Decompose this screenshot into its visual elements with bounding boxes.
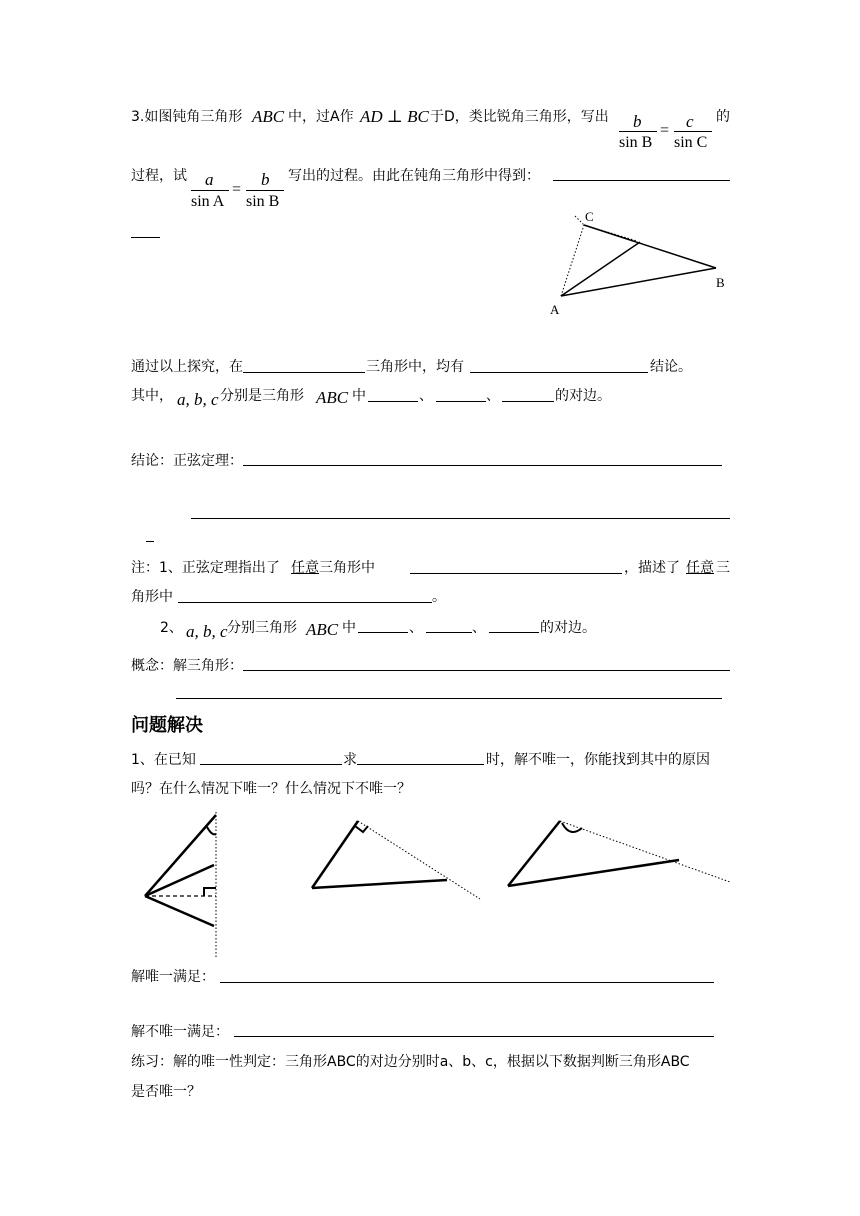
abc-variables-math: a, b, c xyxy=(177,390,219,409)
note1-underlined-any: 任意 xyxy=(686,560,714,576)
note1-underlined-any: 任意 xyxy=(291,560,319,576)
exercise-line2: 是否唯一？ xyxy=(131,1084,201,1100)
problem3-text-end: 的 xyxy=(716,109,730,125)
note1-text-4: 三 xyxy=(716,560,730,576)
note1-text-6: 。 xyxy=(432,589,446,605)
section-heading: 问题解决 xyxy=(131,715,203,736)
frac-sinb-den: sin B xyxy=(246,193,280,210)
para4-text-1: 其中， xyxy=(131,388,173,404)
problem1-text-3: 时，解不唯一，你能找到其中的原因 xyxy=(486,752,710,768)
note2-text-2: 中 xyxy=(342,620,356,636)
conclusion-label: 结论：正弦定理： xyxy=(131,453,243,469)
triangle-abc-math: ABC xyxy=(252,107,285,126)
para3-text-2: 三角形中，均有 xyxy=(366,359,464,375)
separator: 、 xyxy=(409,620,423,636)
problem1-text-1: 1、在已知 xyxy=(131,752,196,768)
problem3-prefix: 3.如图钝角三角形 xyxy=(131,109,243,125)
para2-rest: 写出的过程。由此在钝角三角形中得到： xyxy=(288,168,540,184)
concept-label: 概念：解三角形： xyxy=(131,658,243,674)
triangle-abc-math: ABC xyxy=(306,620,339,639)
note1-text-5: 角形中 xyxy=(131,589,173,605)
para3-text-1: 通过以上探究，在 xyxy=(131,359,243,375)
unique-label: 解唯一满足： xyxy=(131,969,215,985)
equals-sign: = xyxy=(660,122,670,139)
frac-sina-den: sin A xyxy=(191,193,225,210)
frac-a-num: a xyxy=(205,170,214,189)
blank-line xyxy=(220,982,714,983)
frac-c-num: c xyxy=(686,112,694,131)
note2-number: 2、 xyxy=(160,620,183,636)
frac-sinb-den: sin B xyxy=(619,134,653,151)
note1-text-3: ，描述了 xyxy=(624,560,680,576)
vertex-b-label: B xyxy=(716,275,725,290)
equals-sign: = xyxy=(232,181,242,198)
abc-variables-math: a, b, c xyxy=(186,622,228,641)
nonunique-label: 解不唯一满足： xyxy=(131,1024,229,1040)
note1-text-2: 三角形中 xyxy=(319,560,375,576)
problem3-text-1: 中，过A作 xyxy=(288,109,354,125)
separator: 、 xyxy=(486,388,500,404)
para4-text-4: 的对边。 xyxy=(555,388,611,404)
note2-text-1: 分别三角形 xyxy=(227,620,297,636)
para4-text-2: 分别是三角形 xyxy=(220,388,304,404)
para3-text-3: 结论。 xyxy=(650,359,692,375)
frac-b-num: b xyxy=(261,170,270,189)
exercise-line1: 练习：解的唯一性判定：三角形ABC的对边分别时a、b、c，根据以下数据判断三角形ABC xyxy=(131,1054,690,1070)
vertex-a-label: A xyxy=(550,302,560,317)
problem1-line2: 吗？在什么情况下唯一？什么情况下不唯一？ xyxy=(131,781,411,797)
separator: 、 xyxy=(472,620,486,636)
para4-text-3: 中 xyxy=(352,388,366,404)
ad-perp-bc-math: AD ⊥ BC xyxy=(360,107,429,126)
blank-line xyxy=(234,1036,714,1037)
problem1-text-2: 求 xyxy=(343,752,357,768)
triangle-abc-math: ABC xyxy=(316,388,349,407)
note2-text-3: 的对边。 xyxy=(540,620,596,636)
problem3-text-2: 于D，类比锐角三角形，写出 xyxy=(430,109,609,125)
para2-start: 过程，试 xyxy=(131,168,187,184)
vertex-c-label: C xyxy=(585,209,594,224)
frac-sinc-den: sin C xyxy=(674,134,708,151)
note1-text-1: 注：1、正弦定理指出了 xyxy=(131,560,280,576)
frac-b-num: b xyxy=(633,112,642,131)
separator: 、 xyxy=(419,388,433,404)
